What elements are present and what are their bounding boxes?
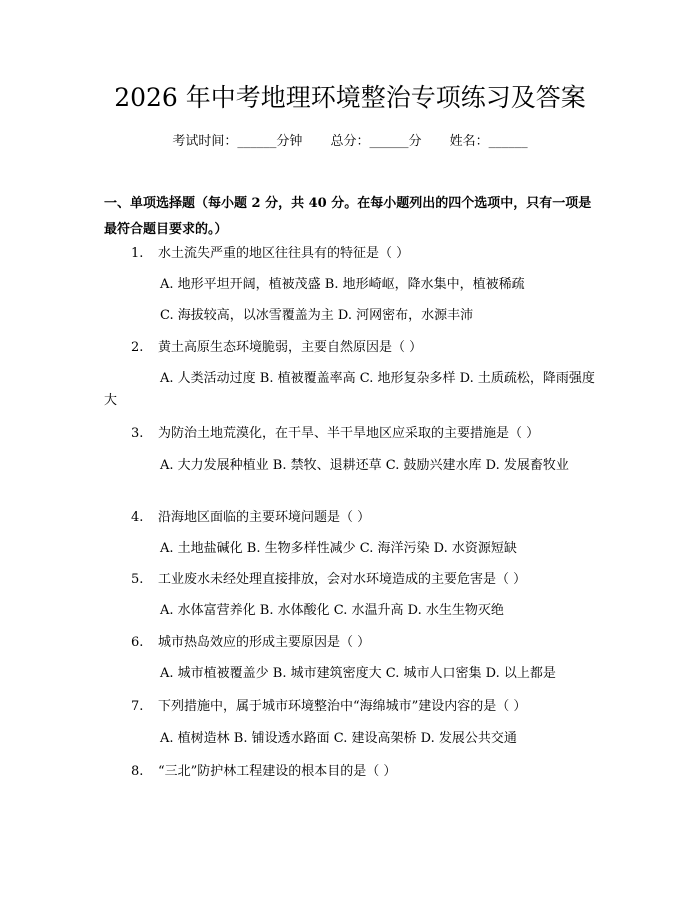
question-5-options: A. 水体富营养化 B. 水体酸化 C. 水温升高 D. 水生生物灭绝 bbox=[160, 603, 504, 618]
question-6 bbox=[131, 634, 601, 652]
total-score-field: 总分：______分 bbox=[330, 134, 422, 149]
exam-info-line bbox=[0, 133, 700, 151]
page-title: 2026 年中考地理环境整治专项练习及答案 bbox=[114, 83, 586, 112]
question-4-options: A. 土地盐碱化 B. 生物多样性减少 C. 海洋污染 D. 水资源短缺 bbox=[160, 541, 517, 556]
question-stem: 为防治土地荒漠化，在干旱、半干旱地区应采取的主要措施是（ ） bbox=[158, 426, 540, 441]
question-stem: 黄土高原生态环境脆弱，主要自然原因是（ ） bbox=[158, 340, 423, 355]
question-3 bbox=[131, 425, 601, 443]
question-stem: 下列措施中，属于城市环境整治中“海绵城市”建设内容的是（ ） bbox=[158, 699, 527, 714]
question-number: 5. bbox=[131, 572, 144, 587]
exam-time-field: 考试时间：______分钟 bbox=[172, 134, 303, 149]
question-3-options: A. 大力发展种植业 B. 禁牧、退耕还草 C. 鼓励兴建水库 D. 发展畜牧业 bbox=[160, 458, 569, 473]
question-stem: 城市热岛效应的形成主要原因是（ ） bbox=[158, 635, 371, 650]
question-number: 4. bbox=[131, 510, 144, 525]
question-1-options-2: C. 海拔较高，以冰雪覆盖为主 D. 河网密布，水源丰沛 bbox=[160, 308, 474, 323]
question-number: 2. bbox=[131, 340, 144, 355]
question-2 bbox=[131, 339, 601, 357]
question-1-options-1: A. 地形平坦开阔，植被茂盛 B. 地形崎岖，降水集中，植被稀疏 bbox=[160, 277, 525, 292]
question-number: 7. bbox=[131, 699, 144, 714]
question-4 bbox=[131, 509, 601, 527]
question-number: 6. bbox=[131, 635, 144, 650]
question-5 bbox=[131, 571, 601, 589]
question-stem: “三北”防护林工程建设的根本目的是（ ） bbox=[158, 764, 397, 779]
question-stem: 工业废水未经处理直接排放，会对水环境造成的主要危害是（ ） bbox=[158, 572, 527, 587]
question-8 bbox=[131, 763, 601, 781]
question-6-options: A. 城市植被覆盖少 B. 城市建筑密度大 C. 城市人口密集 D. 以上都是 bbox=[160, 666, 556, 681]
question-stem: 水土流失严重的地区往往具有的特征是（ ） bbox=[158, 246, 410, 261]
question-7 bbox=[131, 698, 601, 716]
question-7-options: A. 植树造林 B. 铺设透水路面 C. 建设高架桥 D. 发展公共交通 bbox=[160, 731, 517, 746]
question-number: 8. bbox=[131, 764, 144, 779]
question-1 bbox=[131, 245, 601, 263]
question-number: 3. bbox=[131, 426, 144, 441]
section-heading: 一、单项选择题（每小题 2 分，共 40 分。在每小题列出的四个选项中，只有一项是最符合题目要求的。） bbox=[104, 196, 592, 237]
question-2-options: A. 人类活动过度 B. 植被覆盖率高 C. 地形复杂多样 D. 土质疏松，降雨强度大 bbox=[104, 371, 595, 408]
question-number: 1. bbox=[131, 246, 144, 261]
student-name-field: 姓名：______ bbox=[449, 134, 528, 149]
question-stem: 沿海地区面临的主要环境问题是（ ） bbox=[158, 510, 371, 525]
